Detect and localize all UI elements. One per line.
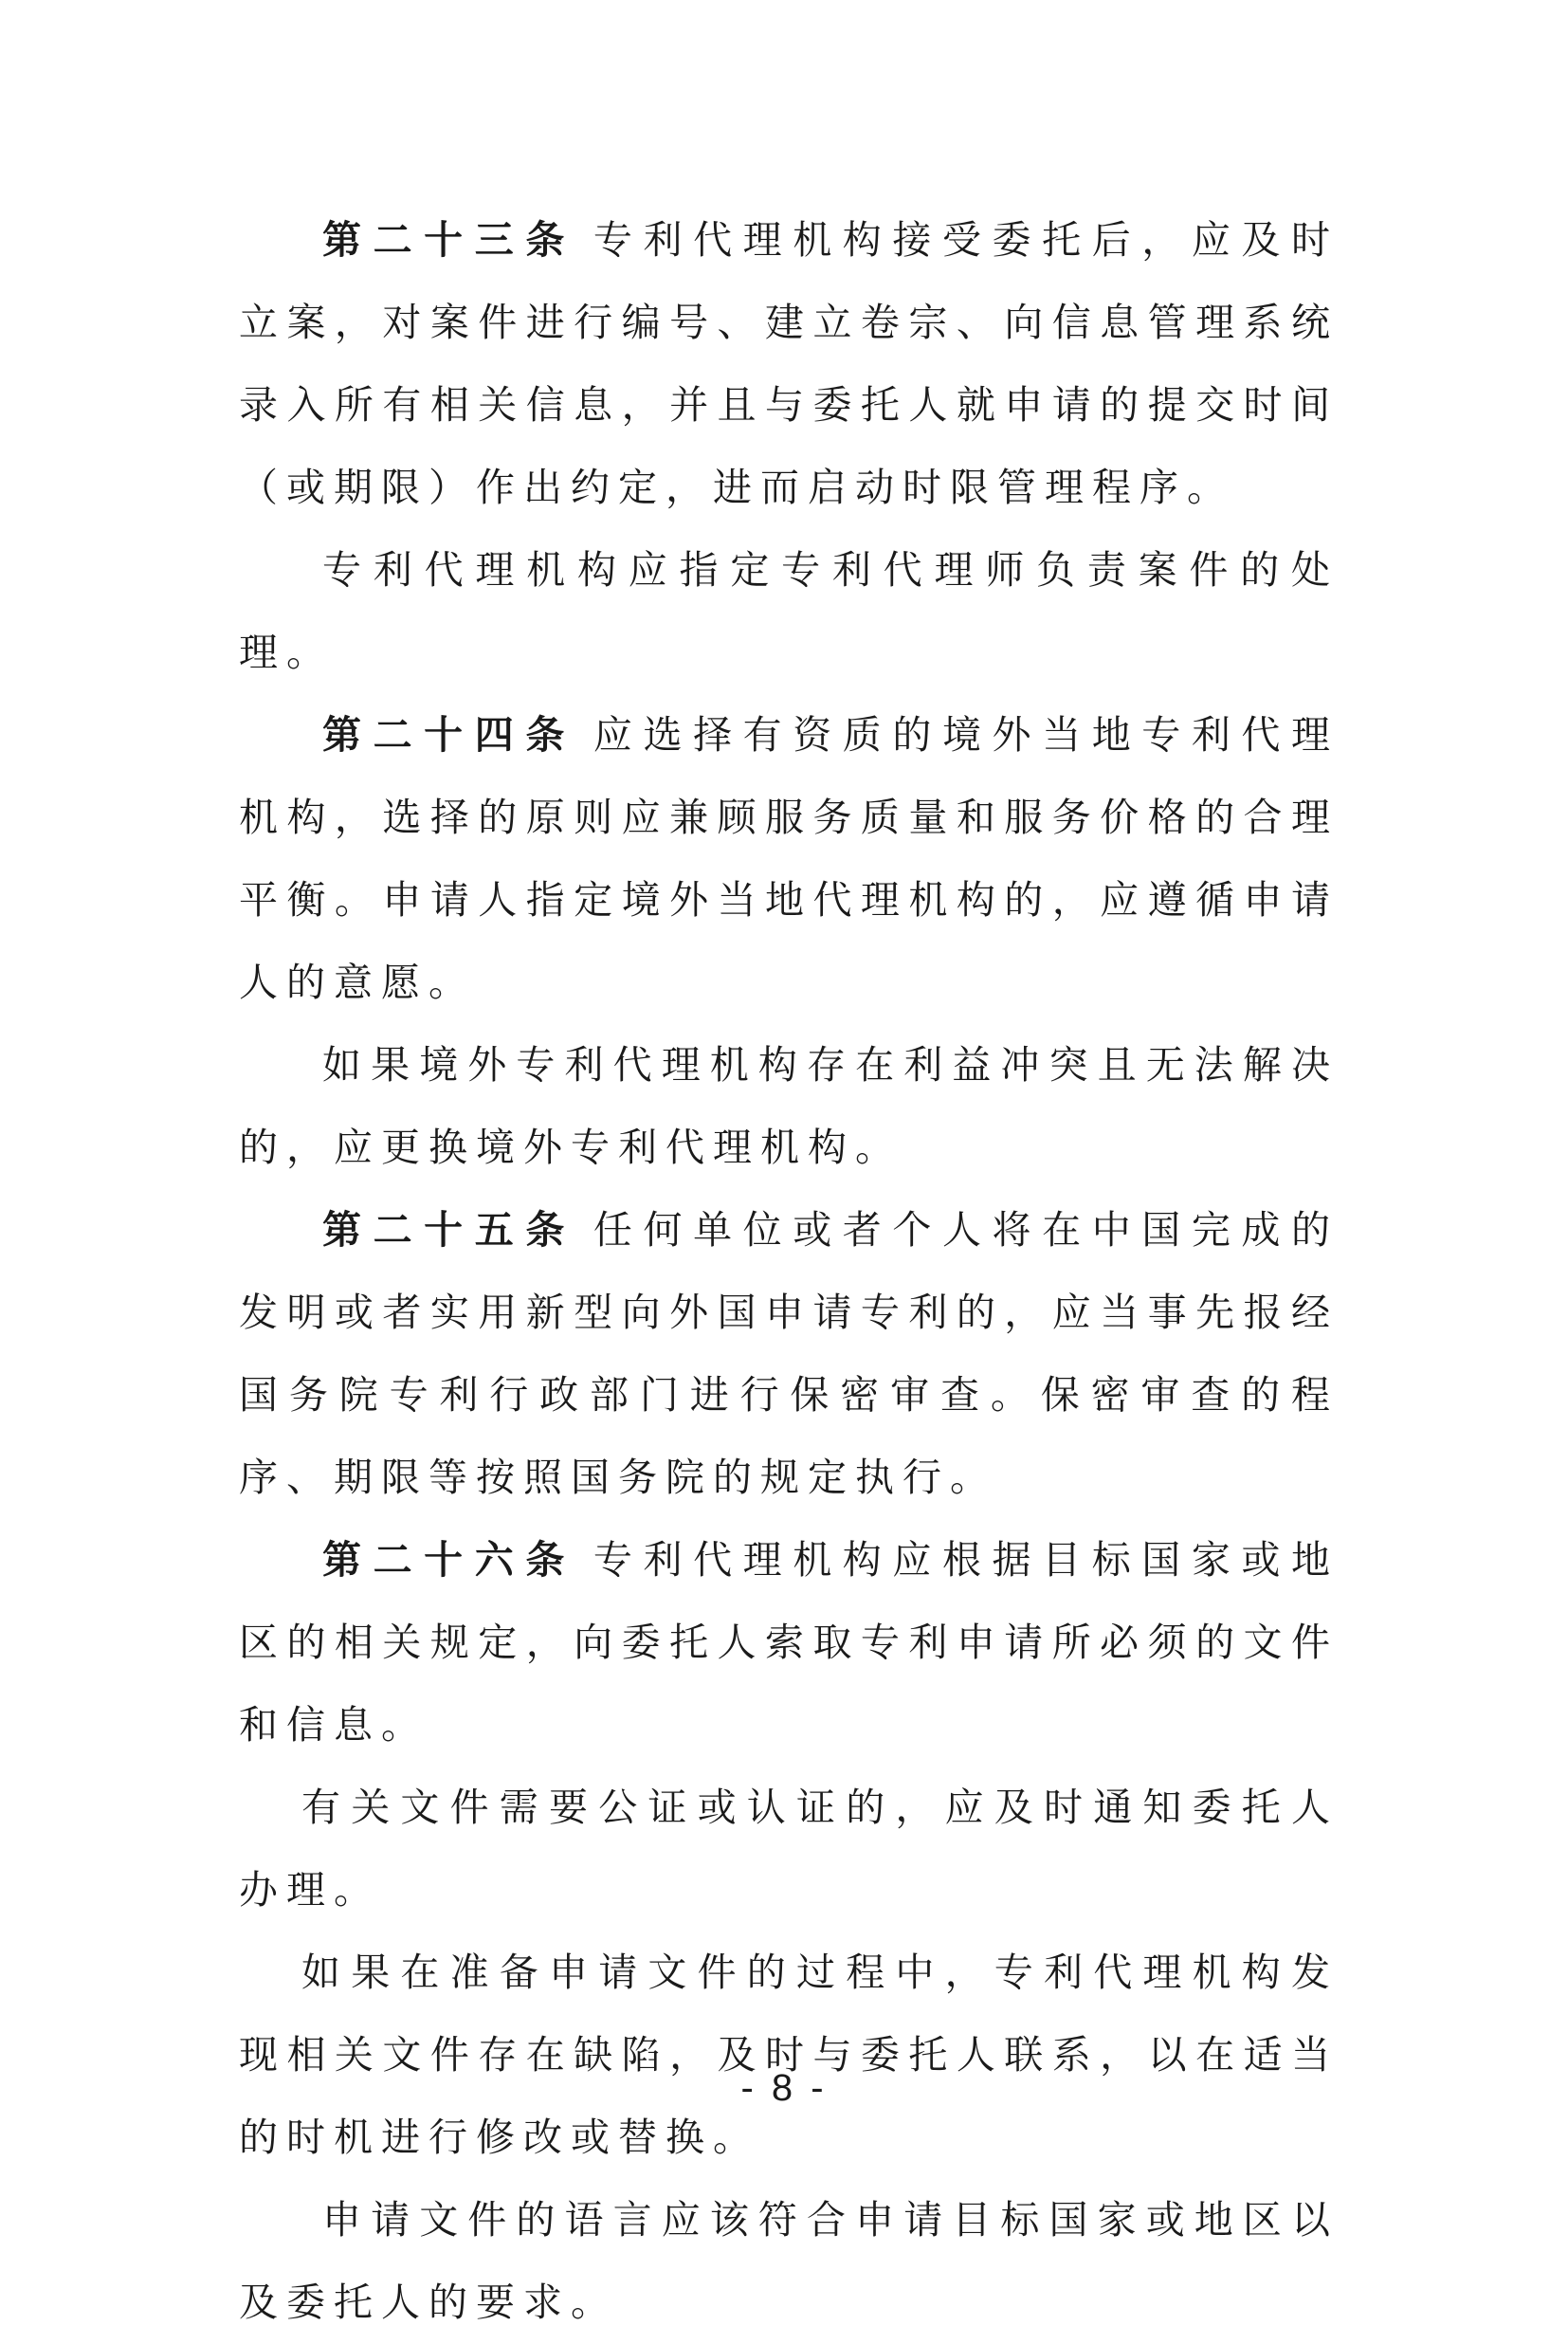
article-26-paragraph-4: 申请文件的语言应该符合申请目标国家或地区以及委托人的要求。 <box>239 2197 1339 2325</box>
article-24-text: 应选择有资质的境外当地专利代理机构，选择的原则应兼顾服务质量和服务价格的合理平衡。申请人指定境外当地代理机构的，应遵循申请人的意愿。 <box>239 712 1340 1005</box>
article-23-text: 专利代理机构接受委托后，应及时立案，对案件进行编号、建立卷宗、向信息管理系统录入所有相关信息，并且与委托人就申请的提交时间（或期限）作出约定，进而启动时限管理程序。 <box>239 217 1340 510</box>
article-23-paragraph <box>239 199 1339 529</box>
page-number: - 8 - <box>740 2067 828 2109</box>
document-body <box>239 199 1339 2344</box>
article-26-paragraph <box>239 1519 1339 1767</box>
article-24-title: 第二十四条 <box>322 712 576 758</box>
article-25-title: 第二十五条 <box>322 1207 576 1253</box>
article-26-text: 专利代理机构应根据目标国家或地区的相关规定，向委托人索取专利申请所必须的文件和信息。 <box>239 1537 1340 1748</box>
article-23-title: 第二十三条 <box>322 217 576 263</box>
article-26-paragraph-2: 有关文件需要公证或认证的，应及时通知委托人办理。 <box>239 1785 1339 1913</box>
article-25-text: 任何单位或者个人将在中国完成的发明或者实用新型向外国申请专利的，应当事先报经国务院专利行政部门进行保密审查。保密审查的程序、期限等按照国务院的规定执行。 <box>239 1207 1340 1500</box>
article-25-paragraph <box>239 1189 1339 1519</box>
article-24-paragraph-2: 如果境外专利代理机构存在利益冲突且无法解决的，应更换境外专利代理机构。 <box>239 1042 1339 1170</box>
article-24-paragraph <box>239 694 1339 1024</box>
article-26-title: 第二十六条 <box>322 1537 576 1583</box>
article-23-paragraph-2: 专利代理机构应指定专利代理师负责案件的处理。 <box>239 547 1339 675</box>
article-26-paragraph-3: 如果在准备申请文件的过程中，专利代理机构发现相关文件存在缺陷，及时与委托人联系，以在适当的时机进行修改或替换。 <box>239 1950 1339 2160</box>
